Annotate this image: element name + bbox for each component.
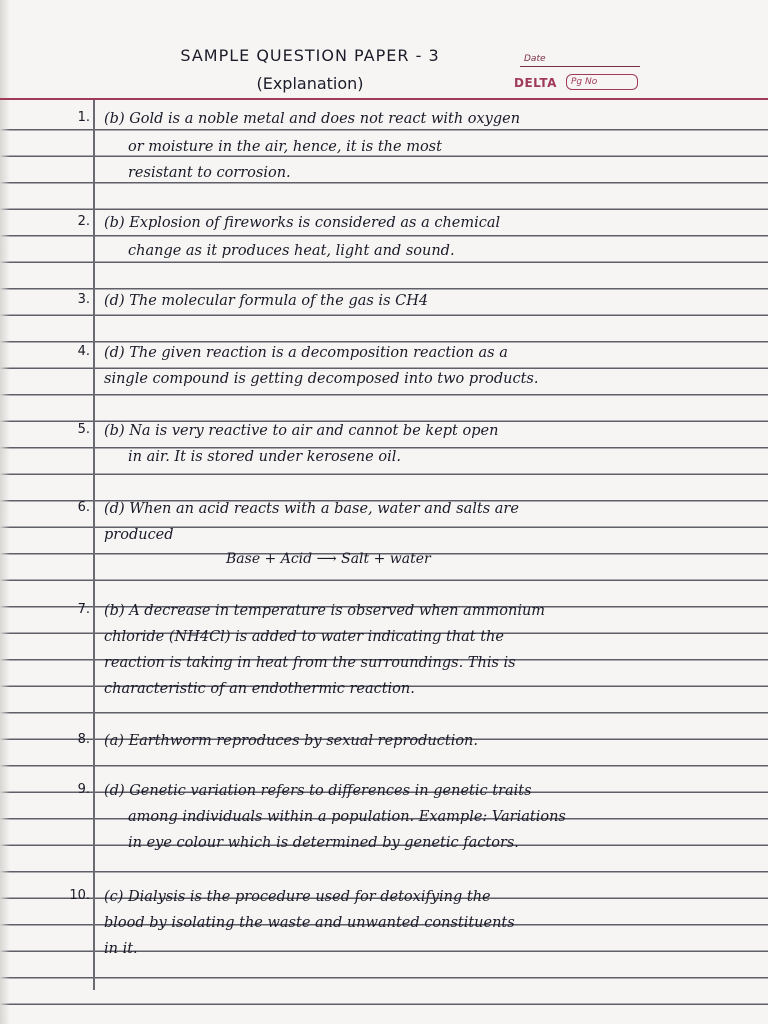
page-number-field: Pg No (566, 74, 638, 90)
answer-number: 3. (77, 292, 90, 307)
answer-line: (d) The molecular formula of the gas is CH4 (104, 293, 429, 309)
header-rule (0, 98, 768, 100)
margin-line (93, 100, 95, 990)
page-binding-shadow (0, 0, 10, 1024)
answer-line: in it. (104, 941, 138, 957)
brand-logo-text: DELTA (514, 76, 557, 90)
answer-number: 9. (77, 782, 90, 797)
answer-line: or moisture in the air, hence, it is the most (128, 139, 442, 155)
answer-line: (c) Dialysis is the procedure used for detoxifying the (104, 889, 491, 905)
answer-line: single compound is getting decomposed into two products. (104, 371, 539, 387)
answer-line: resistant to corrosion. (128, 165, 291, 181)
answer-number: 6. (77, 500, 90, 515)
answer-line: in air. It is stored under kerosene oil. (128, 449, 401, 465)
answer-line: produced (104, 527, 174, 543)
answer-number: 10. (69, 888, 90, 903)
date-field (520, 50, 640, 67)
answer-line: in eye colour which is determined by genetic factors. (128, 835, 519, 851)
answer-line: chloride (NH4Cl) is added to water indicating that the (104, 629, 504, 645)
answer-number: 4. (77, 344, 90, 359)
answer-line: characteristic of an endothermic reaction. (104, 681, 415, 697)
answer-line: (d) Genetic variation refers to differences in genetic traits (104, 783, 532, 799)
answer-line: blood by isolating the waste and unwanted constituents (104, 915, 515, 931)
answer-number: 1. (77, 110, 90, 125)
answer-line: (b) Explosion of fireworks is considered as a chemical (104, 215, 501, 231)
page-title: SAMPLE QUESTION PAPER - 3 (180, 46, 440, 65)
answer-line: (b) A decrease in temperature is observed when ammonium (104, 603, 546, 619)
answer-line: change as it produces heat, light and sound. (128, 243, 455, 259)
answer-line: (a) Earthworm reproduces by sexual reproduction. (104, 733, 479, 749)
answer-number: 5. (77, 422, 90, 437)
answer-line: reaction is taking in heat from the surroundings. This is (104, 655, 516, 671)
answer-number: 8. (77, 732, 90, 747)
date-label: Date (524, 54, 546, 64)
page-subtitle: (Explanation) (256, 74, 364, 93)
answer-number: 7. (77, 602, 90, 617)
answer-number: 2. (77, 214, 90, 229)
answer-line: among individuals within a population. Example: Variations (128, 809, 566, 825)
answer-line: (d) When an acid reacts with a base, water and salts are (104, 501, 519, 517)
chemical-equation: Base + Acid ⟶ Salt + water (226, 551, 431, 567)
answer-line: (d) The given reaction is a decomposition reaction as a (104, 345, 508, 361)
answer-line: (b) Gold is a noble metal and does not react with oxygen (104, 111, 521, 127)
answer-line: (b) Na is very reactive to air and cannot be kept open (104, 423, 499, 439)
